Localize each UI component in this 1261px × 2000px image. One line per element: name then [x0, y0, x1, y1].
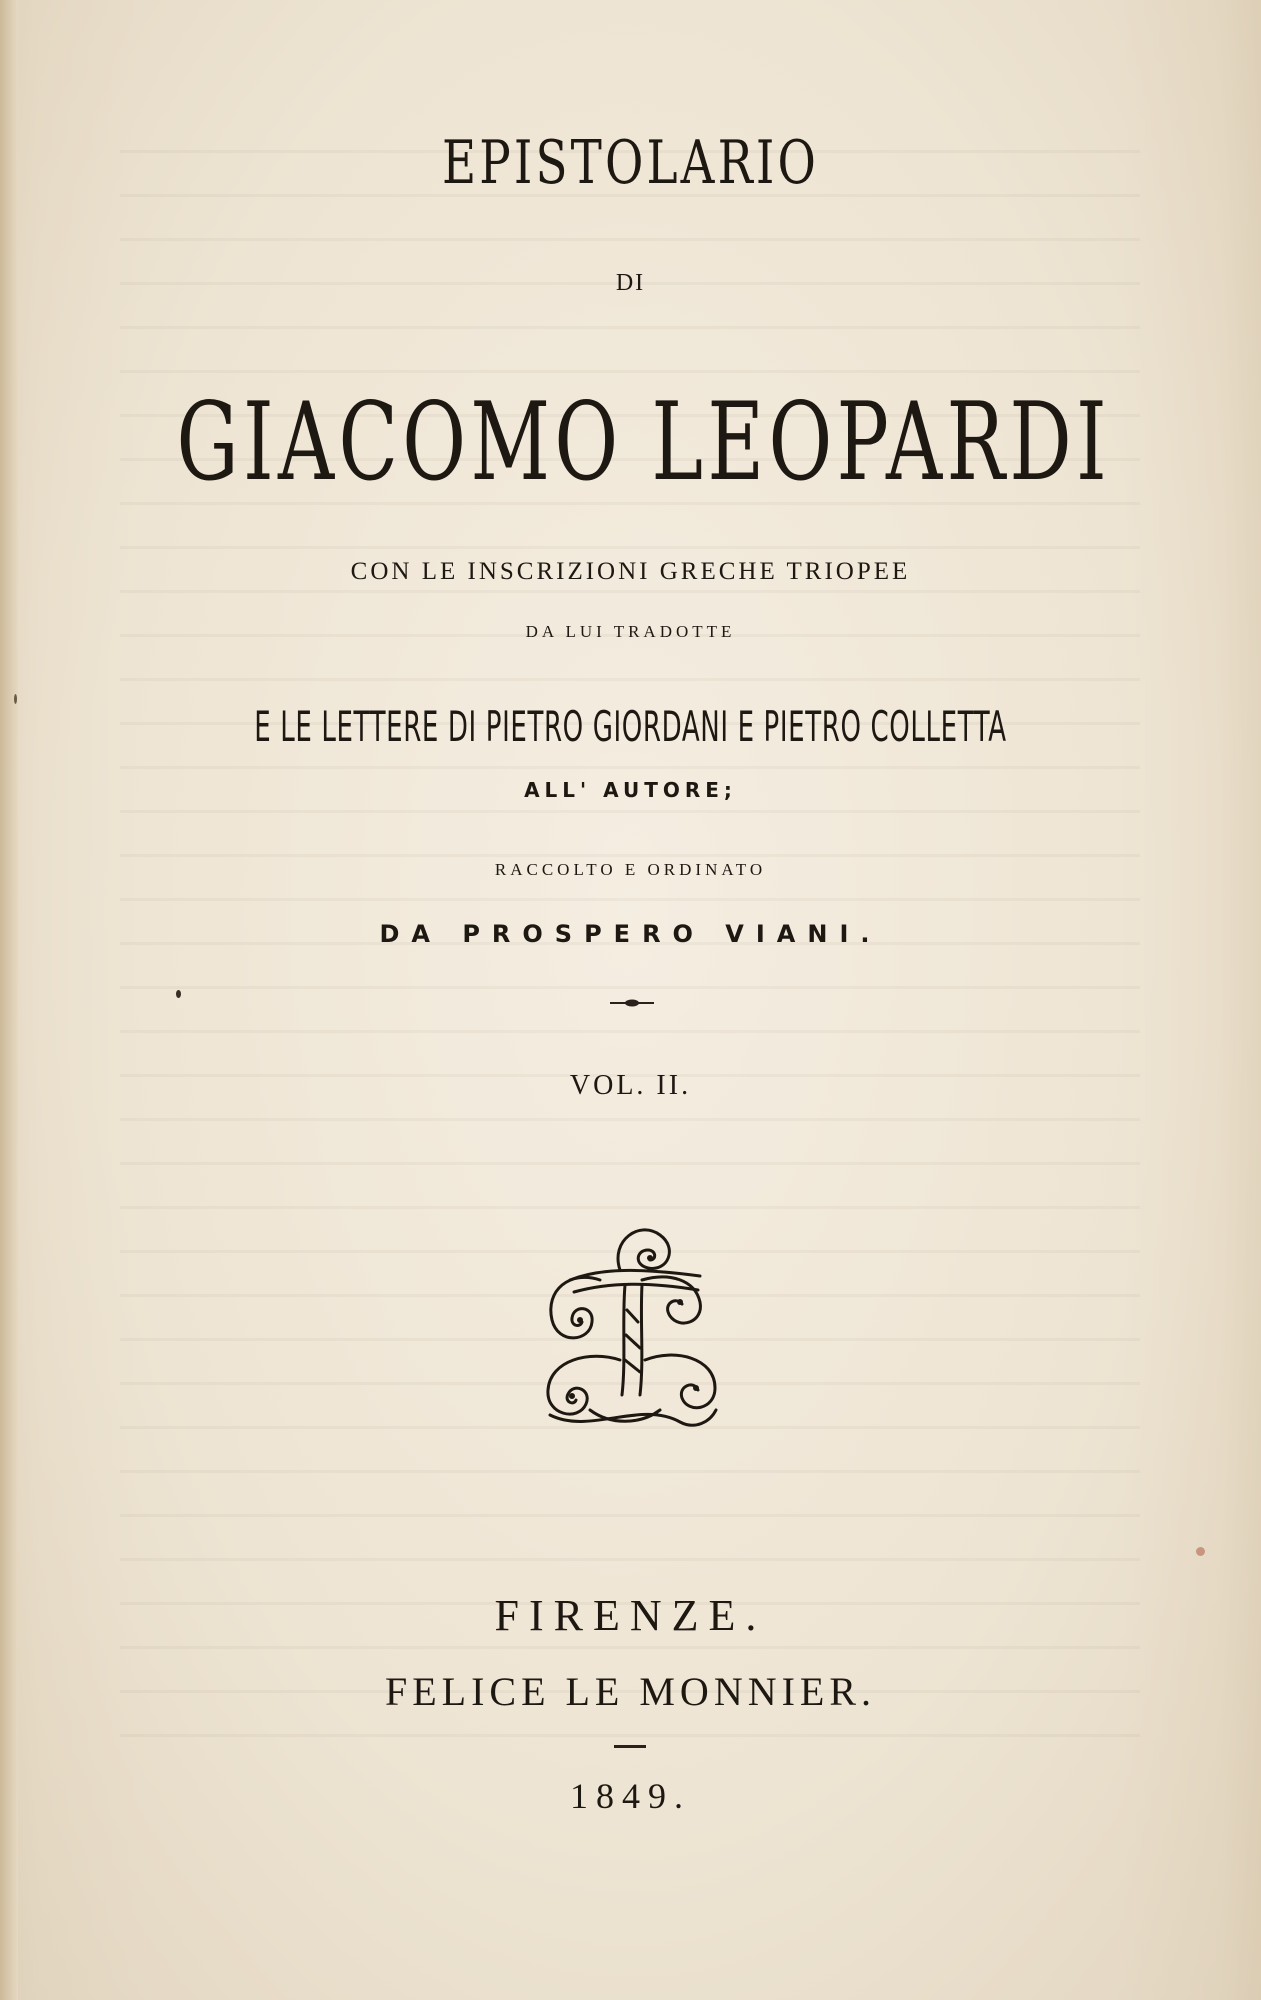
author-name: GIACOMO LEOPARDI [176, 380, 1112, 505]
title-preposition: DI [615, 270, 646, 296]
subtitle-line-2: DA LUI TRADOTTE [525, 622, 736, 641]
subtitle-line-1: CON LE INSCRIZIONI GRECHE TRIOPEE [350, 558, 911, 585]
ornament-dash-icon [610, 998, 654, 1008]
book-title: EPISTOLARIO [441, 128, 820, 198]
editor-credit-line: RACCOLTO E ORDINATO [494, 860, 767, 879]
publisher-monogram-icon [530, 1210, 730, 1440]
ink-speck [176, 990, 181, 998]
separator-rule [614, 1745, 646, 1748]
publication-city: FIRENZE. [494, 1591, 767, 1640]
volume-number: VOL. II. [569, 1070, 692, 1101]
editor-name: DA PROSPERO VIANI. [379, 920, 882, 948]
subtitle-line-3: E LE LETTERE DI PIETRO GIORDANI E PIETRO COLLETTA [254, 702, 1007, 751]
foxing-spot [1196, 1547, 1205, 1556]
ink-speck [14, 694, 17, 704]
publisher-name: FELICE LE MONNIER. [384, 1669, 877, 1714]
publication-year: 1849. [570, 1776, 691, 1816]
subtitle-line-4: ALL' AUTORE; [524, 778, 737, 802]
